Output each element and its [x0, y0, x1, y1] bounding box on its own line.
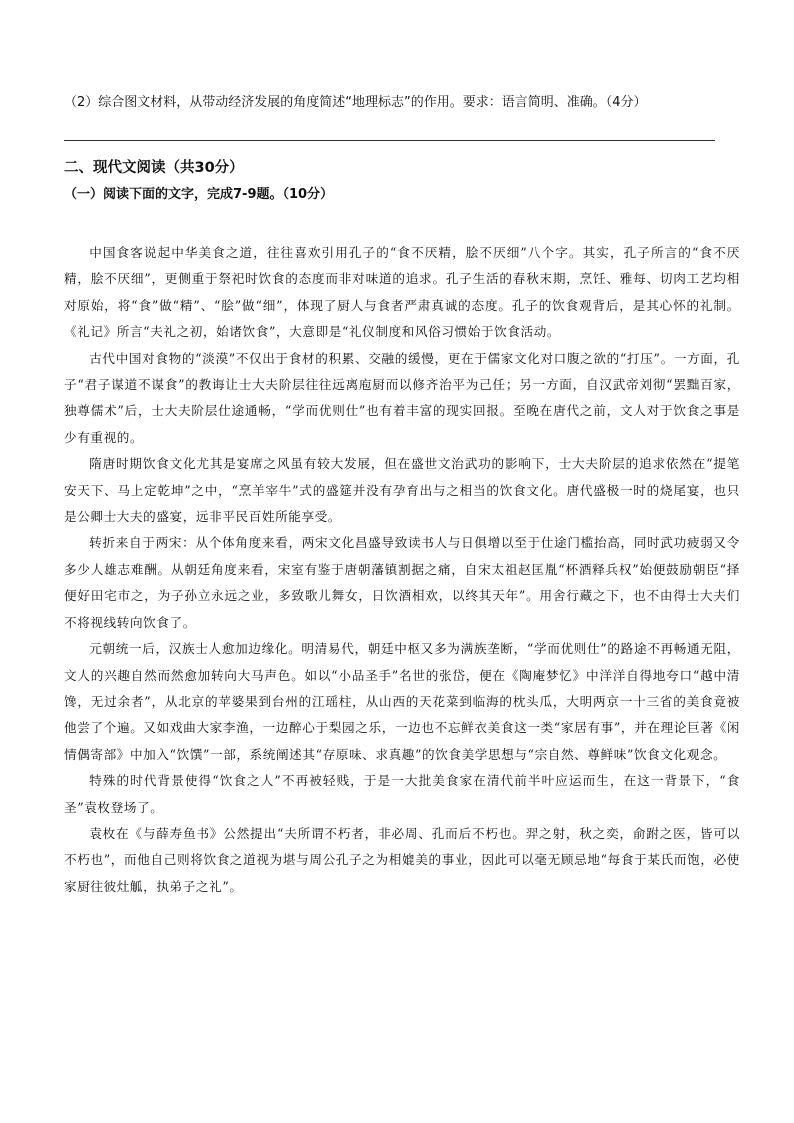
question-text: （2）综合图文材料，从带动经济发展的角度简述“地理标志”的作用。要求：语言简明、准确。（4分）	[64, 95, 647, 110]
divider-line	[64, 140, 715, 141]
paragraph: 特殊的时代背景使得“饮食之人”不再被轻贱，于是一大批美食家在清代前半叶应运而生，在这一背景下，“食圣”袁枚登场了。	[64, 773, 740, 815]
article-body	[64, 240, 740, 900]
paragraph: 隋唐时期饮食文化尤其是宴席之风虽有较大发展，但在盛世文治武功的影响下，士大夫阶层的追求依然在“提笔安天下、马上定乾坤”之中，“烹羊宰牛”式的盛筵并没有孕育出与之相当的饮食文化。唐代盛极一时的烧尾宴，也只是公卿士大夫的盛宴，远非平民百姓所能享受。	[64, 456, 740, 525]
paragraph: 中国食客说起中华美食之道，往往喜欢引用孔子的“食不厌精，脍不厌细”八个字。其实，孔子所言的“食不厌精，脍不厌细”，更侧重于祭祀时饮食的态度而非对味道的追求。孔子生活的春秋末期，烹饪、雅每、切肉工艺均相对原始，将“食”做“精”、“脍”做“细”，体现了厨人与食者严肃真诚的态度。孔子的饮食观背后，是其心怀的礼制。《礼记》所言“夫礼之初，始诸饮食”，大意即是“礼仪制度和风俗习惯始于饮食活动。	[64, 245, 740, 340]
paragraph: 袁枚在《与薛寿鱼书》公然提出“夫所谓不朽者，非必周、孔而后不朽也。羿之射，秋之奕，俞跗之医，皆可以不朽也”，而他自己则将饮食之道视为堪与周公孔子之为相媲美的事业，因此可以毫无顾忌地“每食于某氏而饱，必使家厨往彼灶觚，执弟子之礼”。	[64, 825, 740, 894]
section-subtitle: （一）阅读下面的文字，完成7-9题。（10分）	[64, 187, 334, 202]
paragraph: 转折来自于两宋：从个体角度来看，两宋文化昌盛导致读书人与日俱增以至于仕途门槛抬高，同时武功疲弱又令多少人雄志难酬。从朝廷角度来看，宋室有鉴于唐朝藩镇割据之痛，自宋太祖赵匡胤“杯酒释兵权”始便鼓励朝臣“择便好田宅市之，为子孙立永远之业，多致歌儿舞女，日饮酒相欢，以终其天年”。用舍行藏之下，也不由得士大夫们不将视线转向饮食了。	[64, 535, 740, 630]
paragraph: 古代中国对食物的“淡漠”不仅出于食材的积累、交融的缓慢，更在于儒家文化对口腹之欲的“打压”。一方面，孔子“君子谋道不谋食”的教诲让士大夫阶层往往远离庖厨而以修齐治平为己任；另一方面，自汉武帝刘彻“罢黜百家，独尊儒术”后，士大夫阶层仕途通畅，“学而优则仕”也有着丰富的现实回报。至晚在唐代之前，文人对于饮食之事是少有重视的。	[64, 350, 740, 445]
section-title: 二、现代文阅读（共30分）	[64, 160, 244, 176]
paragraph: 元朝统一后，汉族士人愈加边缘化。明清易代，朝廷中枢又多为满族垄断，“学而优则仕”的路途不再畅通无阻，文人的兴趣自然而然愈加转向大马声色。如以“小品圣手”名世的张岱，便在《陶庵梦忆》中洋洋自得地夸口“越中清馋，无过余者”，从北京的苹婆果到台州的江瑶柱，从山西的天花菜到临海的枕头瓜，大明两京一十三省的美食竟被他尝了个遍。又如戏曲大家李渔，一边醉心于梨园之乐，一边也不忘鲜衣美食这一类“家居有事”，并在理论巨著《闲情偶寄部》中加入“饮馔”一部，系统阐述其“存原味、求真趣”的饮食美学思想与“宗自然、尊鲜味”饮食文化观念。	[64, 641, 740, 762]
